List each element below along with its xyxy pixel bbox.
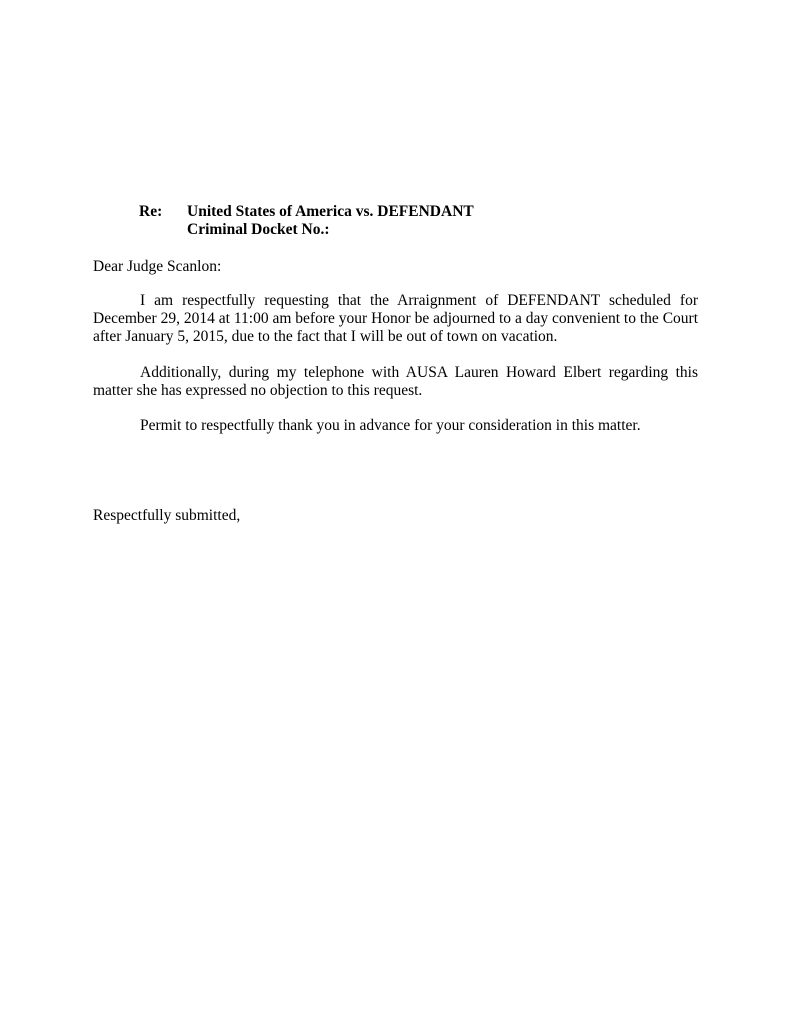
re-subject-block [139,203,474,238]
case-title: United States of America vs. DEFENDANT [187,203,474,220]
paragraph-thanks: Permit to respectfully thank you in advance for your consideration in this matter. [140,417,641,434]
paragraph-request: I am respectfully requesting that the Arraignment of DEFENDANT scheduled for December 29, 2014 at 11:00 am before your Honor be adjourned to a day convenient to the Court after January 5, 2015, due to the fact that I will be out of town on vacation. [93,292,698,345]
closing: Respectfully submitted, [93,507,241,524]
docket-number-label: Criminal Docket No.: [187,221,330,238]
re-label: Re: [139,203,163,220]
salutation: Dear Judge Scanlon: [93,258,222,275]
paragraph-no-objection: Additionally, during my telephone with AUSA Lauren Howard Elbert regarding this matter she has expressed no objection to this request. [93,364,698,399]
